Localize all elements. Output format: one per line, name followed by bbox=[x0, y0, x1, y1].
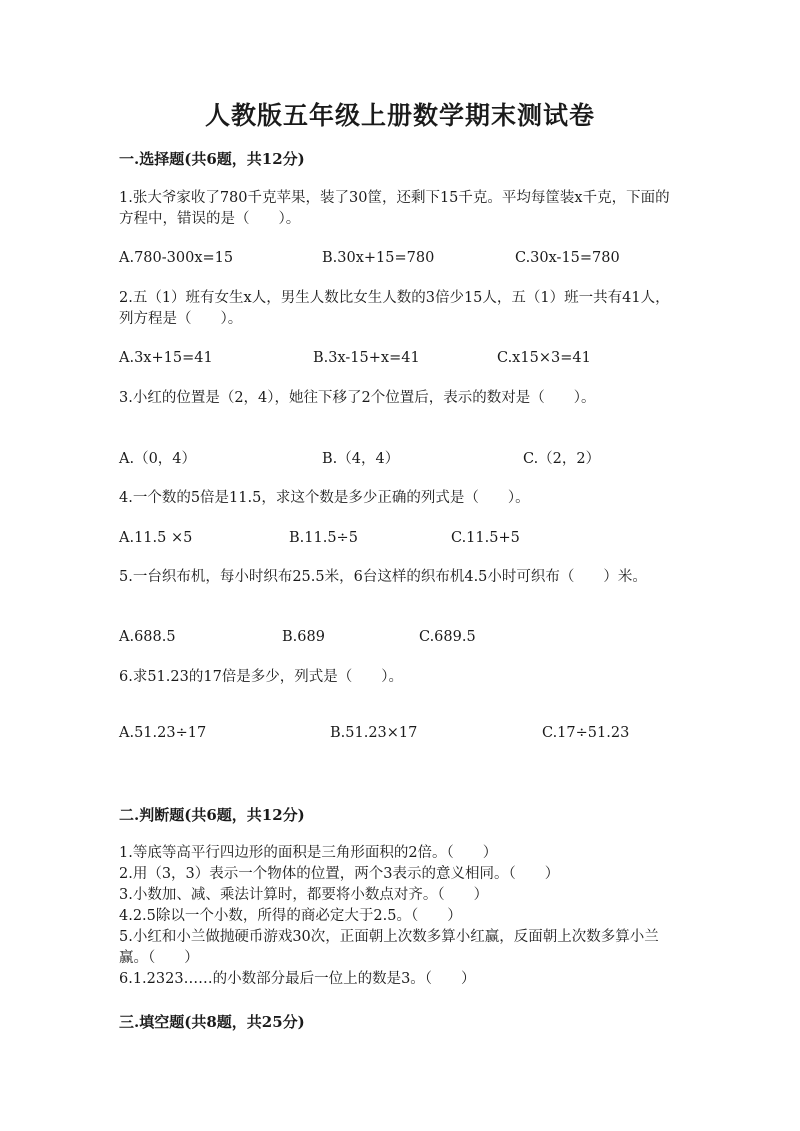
question-4: 4.一个数的5倍是11.5，求这个数是多少正确的列式是（ ）。 bbox=[119, 490, 530, 506]
section-heading-fill: 三.填空题(共8题，共25分) bbox=[119, 1013, 305, 1031]
option-6a: A.51.23÷17 bbox=[119, 725, 207, 741]
option-5a: A.688.5 bbox=[119, 629, 176, 645]
judge-item-2: 2.用（3，3）表示一个物体的位置，两个3表示的意义相同。（ ） bbox=[119, 866, 560, 882]
judge-item-6: 6.1.2323……的小数部分最后一位上的数是3。（ ） bbox=[119, 971, 476, 987]
option-3a: A.（0，4） bbox=[119, 451, 197, 467]
option-5b: B.689 bbox=[282, 629, 325, 645]
option-1b: B.30x+15=780 bbox=[322, 250, 435, 266]
option-2c: C.x15×3=41 bbox=[497, 350, 591, 366]
page-title: 人教版五年级上册数学期末测试卷 bbox=[204, 101, 595, 130]
judge-item-3: 3.小数加、减、乘法计算时，都要将小数点对齐。（ ） bbox=[119, 887, 489, 903]
option-3b: B.（4，4） bbox=[322, 451, 400, 467]
question-2: 2.五（1）班有女生x人，男生人数比女生人数的3倍少15人，五（1）班一共有41人，列方程是（ ）。 bbox=[119, 290, 670, 327]
judge-item-5: 5.小红和小兰做抛硬币游戏30次，正面朝上次数多算小红赢，反面朝上次数多算小兰赢。（ ） bbox=[119, 929, 659, 966]
option-2a: A.3x+15=41 bbox=[119, 350, 213, 366]
judge-item-4: 4.2.5除以一个小数，所得的商必定大于2.5。（ ） bbox=[119, 908, 462, 924]
option-3c: C.（2，2） bbox=[523, 451, 601, 467]
section-heading-judge: 二.判断题(共6题，共12分) bbox=[119, 806, 305, 824]
option-4b: B.11.5÷5 bbox=[289, 530, 358, 546]
question-6: 6.求51.23的17倍是多少，列式是（ ）。 bbox=[119, 669, 404, 685]
question-1: 1.张大爷家收了780千克苹果，装了30筐，还剩下15千克。平均每筐装x千克，下面的方程中，错误的是（ ）。 bbox=[119, 190, 670, 227]
option-6b: B.51.23×17 bbox=[330, 725, 418, 741]
question-5: 5.一台织布机，每小时织布25.5米，6台这样的织布机4.5小时可织布（ ）米。 bbox=[119, 569, 647, 585]
option-2b: B.3x-15+x=41 bbox=[313, 350, 420, 366]
question-3: 3.小红的位置是（2，4），她往下移了2个位置后，表示的数对是（ ）。 bbox=[119, 390, 596, 406]
option-1a: A.780-300x=15 bbox=[119, 250, 234, 266]
judge-item-1: 1.等底等高平行四边形的面积是三角形面积的2倍。（ ） bbox=[119, 845, 498, 861]
option-4c: C.11.5+5 bbox=[451, 530, 520, 546]
option-6c: C.17÷51.23 bbox=[542, 725, 630, 741]
section-heading-choice: 一.选择题(共6题，共12分) bbox=[119, 150, 305, 168]
option-1c: C.30x-15=780 bbox=[515, 250, 620, 266]
option-5c: C.689.5 bbox=[419, 629, 476, 645]
option-4a: A.11.5 ×5 bbox=[119, 530, 193, 546]
